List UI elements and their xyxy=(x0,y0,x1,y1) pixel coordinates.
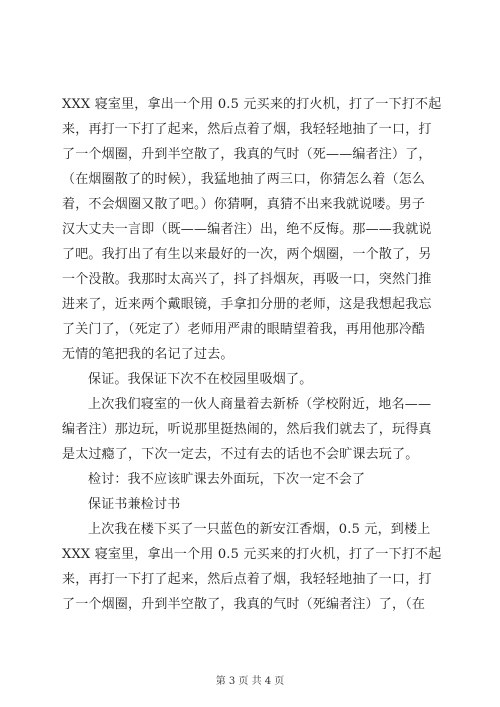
text-line: 编者注）那边玩，听说那里挺热闹的，然后我们就去了，玩得真 xyxy=(62,422,432,437)
text-line: XXX 寝室里，拿出一个用 0.5 元买来的打火机，打了一下打不起 xyxy=(62,97,442,112)
text-line: 了一个烟圈，升到半空散了，我真的气时（死编者注）了，（在 xyxy=(62,597,426,612)
text-line: 了吧。我打出了有生以来最好的一次，两个烟圈，一个散了，另 xyxy=(62,247,432,262)
text-line: 来，再打一下打了起来，然后点着了烟，我轻轻地抽了一口，打 xyxy=(62,122,432,137)
text-line: 是太过瘾了，下次一定去，不过有去的话也不会旷课去玩了。 xyxy=(62,447,419,462)
text-line: XXX 寝室里，拿出一个用 0.5 元买来的打火机，打了一下打不起 xyxy=(62,547,442,562)
text-line: 无情的笔把我的名记了过去。 xyxy=(62,347,234,362)
paragraph-start: 上次我在楼下买了一只蓝色的新安江香烟，0.5 元，到楼上 xyxy=(88,522,431,537)
text-line: 着，不会烟圈又散了吧。）你猜啊，真猜不出来我就说喽。男子 xyxy=(62,197,426,212)
paragraph-start: 保证。我保证下次不在校园里吸烟了。 xyxy=(88,372,313,387)
text-line: 汉大丈夫一言即（既——编者注）出，绝不反悔。那——我就说 xyxy=(62,222,432,237)
text-line: 一个没散。我那时太高兴了，抖了抖烟灰，再吸一口，突然门推 xyxy=(62,272,432,287)
text-line: 了一个烟圈，升到半空散了，我真的气时（死——编者注）了， xyxy=(62,147,432,162)
text-line: 来，再打一下打了起来，然后点着了烟，我轻轻地抽了一口，打 xyxy=(62,572,432,587)
text-line: 了关门了，（死定了）老师用严肃的眼睛望着我，再用他那冷酷 xyxy=(62,322,426,337)
section-heading: 保证书兼检讨书 xyxy=(88,497,181,512)
text-line: 进来了，近来两个戴眼镜，手拿扣分册的老师，这是我想起我忘 xyxy=(62,297,432,312)
paragraph-start: 上次我们寝室的一伙人商量着去新桥（学校附近，地名—— xyxy=(88,397,432,412)
document-body xyxy=(62,92,442,617)
paragraph-start: 检讨：我不应该旷课去外面玩，下次一定不会了 xyxy=(88,472,366,487)
page-number-footer: 第 3 页 共 4 页 xyxy=(215,676,285,687)
text-line: （在烟圈散了的时候），我猛地抽了两三口，你猜怎么着（怎么 xyxy=(62,172,426,187)
